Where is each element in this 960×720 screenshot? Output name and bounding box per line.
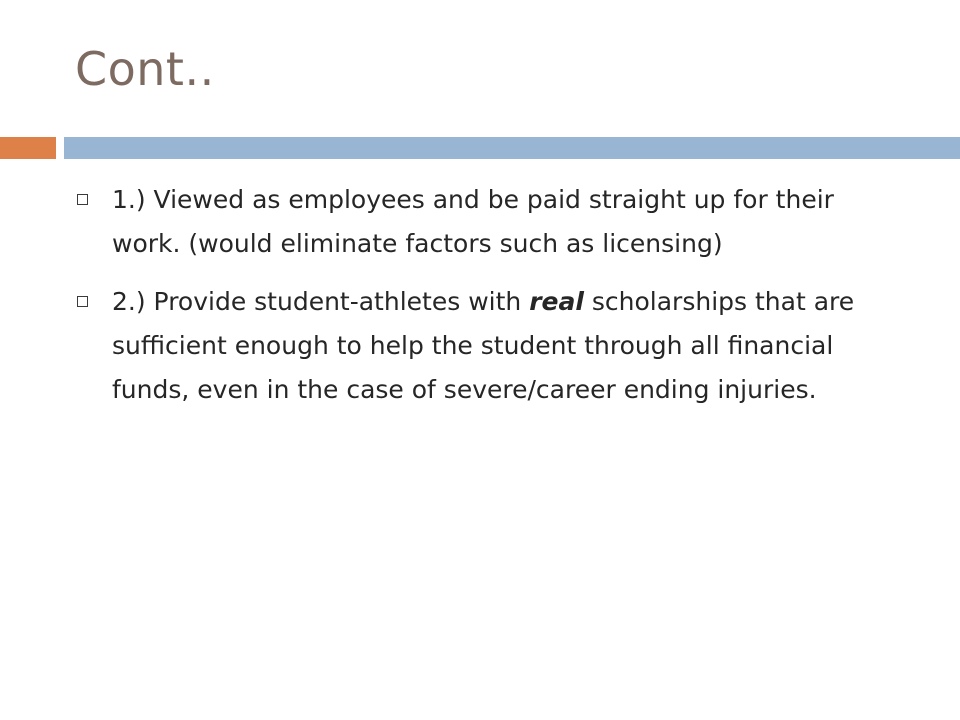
hollow-square-bullet-icon xyxy=(77,194,88,205)
title-accent-bar xyxy=(0,137,56,159)
hollow-square-bullet-icon xyxy=(77,296,88,307)
bullet-text-before-emphasis: 2.) Provide student-athletes with xyxy=(112,287,530,316)
bullet-item xyxy=(75,280,895,412)
bullet-text: 1.) Viewed as employees and be paid straight up for their work. (would eliminate factors such as licensing) xyxy=(112,185,834,258)
bullet-item xyxy=(75,178,895,266)
bullet-text-after-emphasis: scholarships that are sufficient enough to help the student through all financial funds, even in the case of severe/career ending injuries. xyxy=(112,287,855,404)
slide-title: Cont.. xyxy=(75,42,215,96)
bullet-list xyxy=(75,178,895,426)
bullet-emphasis: real xyxy=(529,287,584,316)
title-divider-bar xyxy=(64,137,960,159)
